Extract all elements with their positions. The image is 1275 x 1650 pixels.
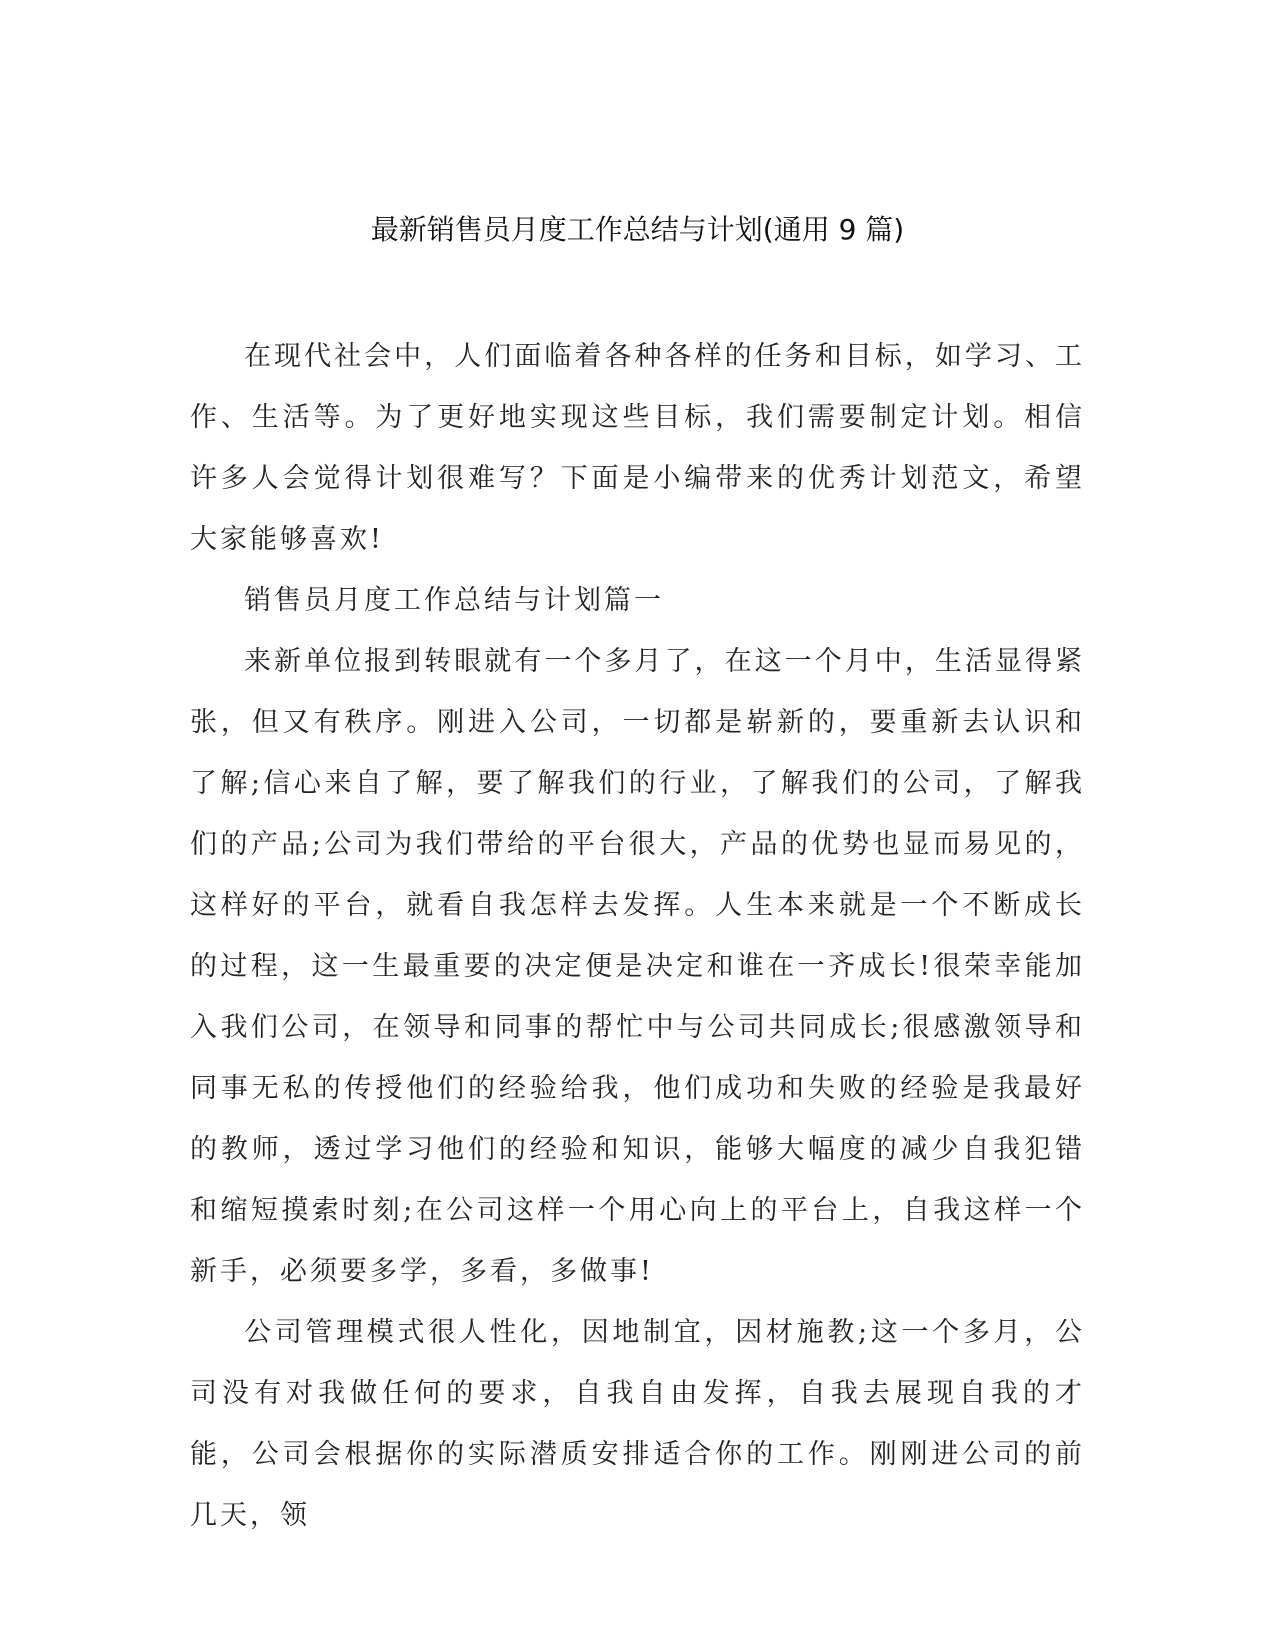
document-title: 最新销售员月度工作总结与计划(通用 9 篇) [370,213,905,246]
intro-paragraph: 在现代社会中，人们面临着各种各样的任务和目标，如学习、工作、生活等。为了更好地实现这些目标，我们需要制定计划。相信许多人会觉得计划很难写？下面是小编带来的优秀计划范文，希望大家能够喜欢! [190,341,1085,555]
section-heading: 销售员月度工作总结与计划篇一 [244,585,664,616]
document-body [190,326,1085,1546]
body-paragraph: 来新单位报到转眼就有一个多月了，在这一个月中，生活显得紧张，但又有秩序。刚进入公司，一切都是崭新的，要重新去认识和了解;信心来自了解，要了解我们的行业，了解我们的公司，了解我们的产品;公司为我们带给的平台很大，产品的优势也显而易见的，这样好的平台，就看自我怎样去发挥。人生本来就是一个不断成长的过程，这一生最重要的决定便是决定和谁在一齐成长!很荣幸能加入我们公司，在领导和同事的帮忙中与公司共同成长;很感激领导和同事无私的传授他们的经验给我，他们成功和失败的经验是我最好的教师，透过学习他们的经验和知识，能够大幅度的减少自我犯错和缩短摸索时刻;在公司这样一个用心向上的平台上，自我这样一个新手，必须要多学，多看，多做事! [190,646,1085,1287]
body-paragraph: 公司管理模式很人性化，因地制宜，因材施教;这一个多月，公司没有对我做任何的要求，自我自由发挥，自我去展现自我的才能，公司会根据你的实际潜质安排适合你的工作。刚刚进公司的前几天，领 [190,1317,1085,1531]
